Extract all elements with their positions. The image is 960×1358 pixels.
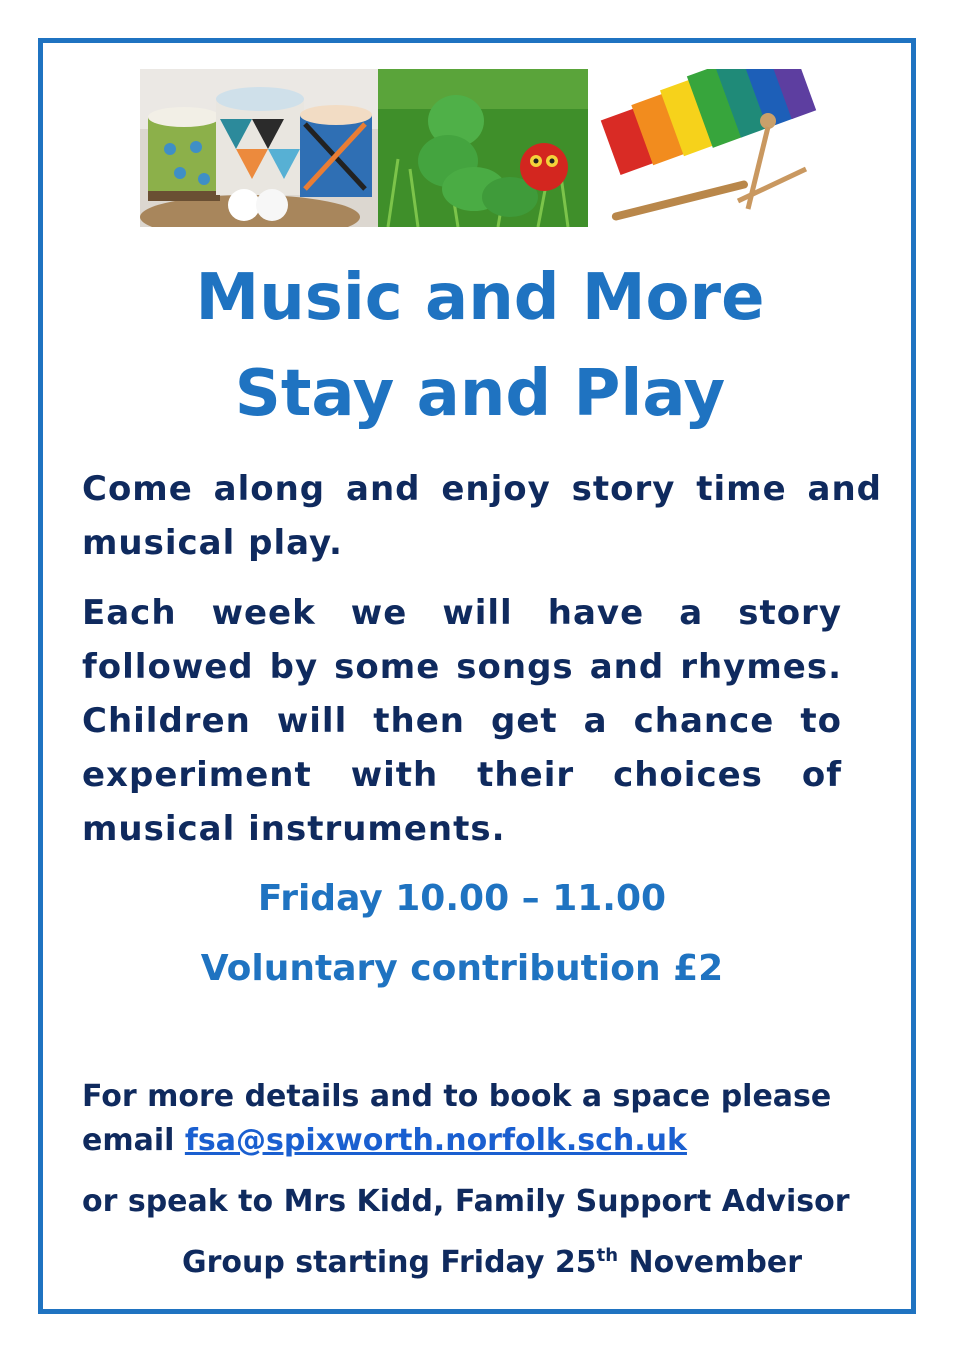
caterpillar-toy-photo [378, 69, 588, 227]
contact-person: or speak to Mrs Kidd, Family Support Advisor [82, 1184, 850, 1219]
start-date-text [0, 1240, 960, 1286]
contact-details [82, 1075, 912, 1163]
intro-text: Come along and enjoy story time and musical play. [82, 469, 882, 563]
contact-line1: For more details and to book a space please [82, 1079, 832, 1114]
start-ordinal: th [596, 1245, 619, 1266]
xylophone-photo [588, 69, 820, 227]
start-prefix: Group starting Friday 25 [181, 1245, 597, 1280]
header-photo-strip [140, 69, 820, 227]
contribution-text: Voluntary contribution £2 [200, 948, 724, 989]
drums-photo [140, 69, 378, 227]
email-link[interactable]: fsa@spixworth.norfolk.sch.uk [184, 1123, 687, 1158]
schedule-text: Friday 10.00 – 11.00 [257, 878, 667, 919]
email-prefix: email [82, 1123, 185, 1158]
description-text: Each week we will have a story followed by some songs and rhymes. Children will then get a chance to experiment with their choices of musical instruments. [82, 593, 842, 849]
poster-title-line2: Stay and Play [234, 357, 726, 431]
poster-title-line1: Music and More [195, 261, 765, 335]
start-month: November [628, 1245, 802, 1280]
